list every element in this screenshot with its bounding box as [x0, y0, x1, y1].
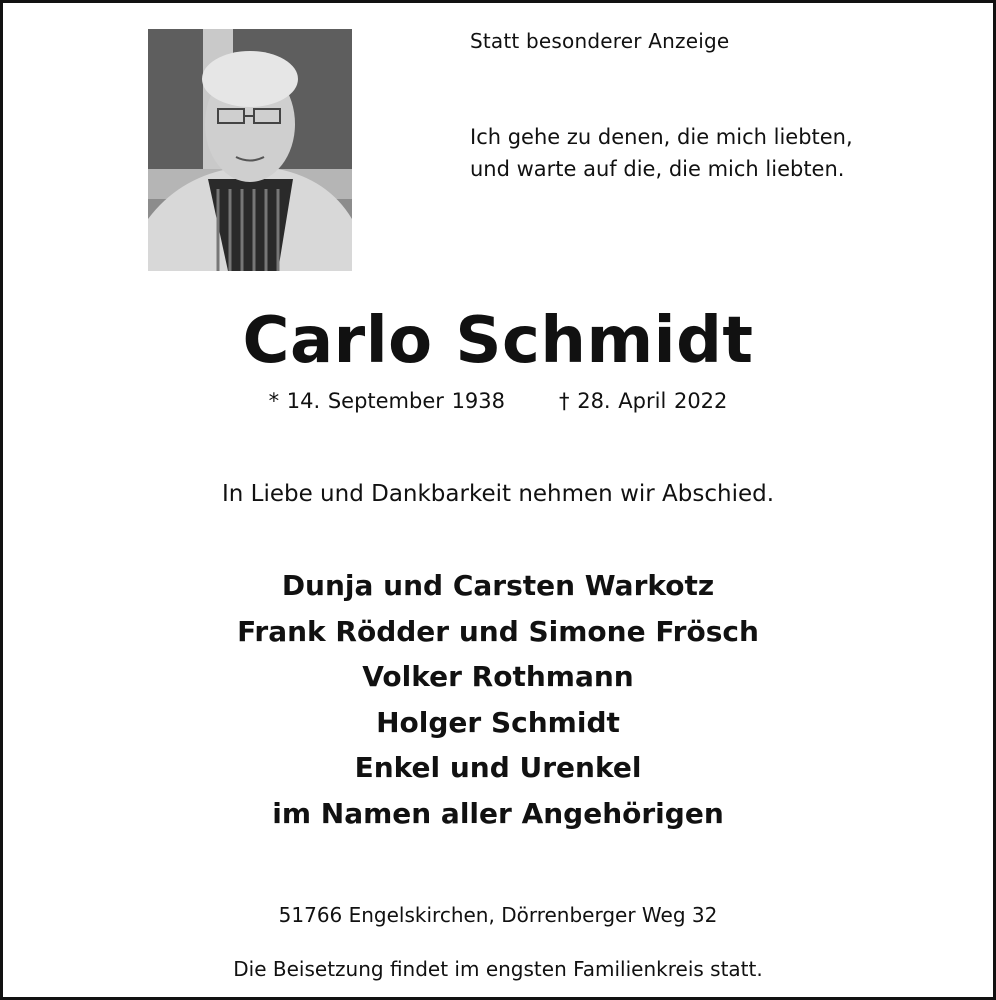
mourner-line: im Namen aller Angehörigen [272, 796, 724, 830]
portrait-image [148, 29, 352, 271]
verse-line: und warte auf die, die mich liebten. [470, 157, 845, 181]
farewell-line: In Liebe und Dankbarkeit nehmen wir Abschied. [221, 481, 775, 507]
mourner-line: Holger Schmidt [376, 705, 620, 739]
mourner-line: Frank Rödder und Simone Frösch [237, 614, 759, 648]
portrait-photo [148, 29, 352, 271]
birth-date: * 14. September 1938 [268, 389, 506, 413]
mourner-line: Volker Rothmann [362, 660, 634, 693]
memorial-verse [470, 121, 853, 185]
mourner-line: Enkel und Urenkel [354, 751, 642, 784]
death-date: † 28. April 2022 [559, 389, 728, 413]
burial-note: Die Beisetzung findet im engsten Familienkreis statt. [233, 957, 763, 981]
mourner-line: Dunja und Carsten Warkotz [281, 569, 715, 602]
family-address: 51766 Engelskirchen, Dörrenberger Weg 32 [278, 903, 718, 927]
mourners-list [3, 563, 993, 836]
deceased-name: Carlo Schmidt [242, 304, 754, 378]
verse-line: Ich gehe zu denen, die mich liebten, [470, 125, 853, 149]
life-dates [3, 389, 993, 413]
header-note: Statt besonderer Anzeige [470, 29, 730, 53]
